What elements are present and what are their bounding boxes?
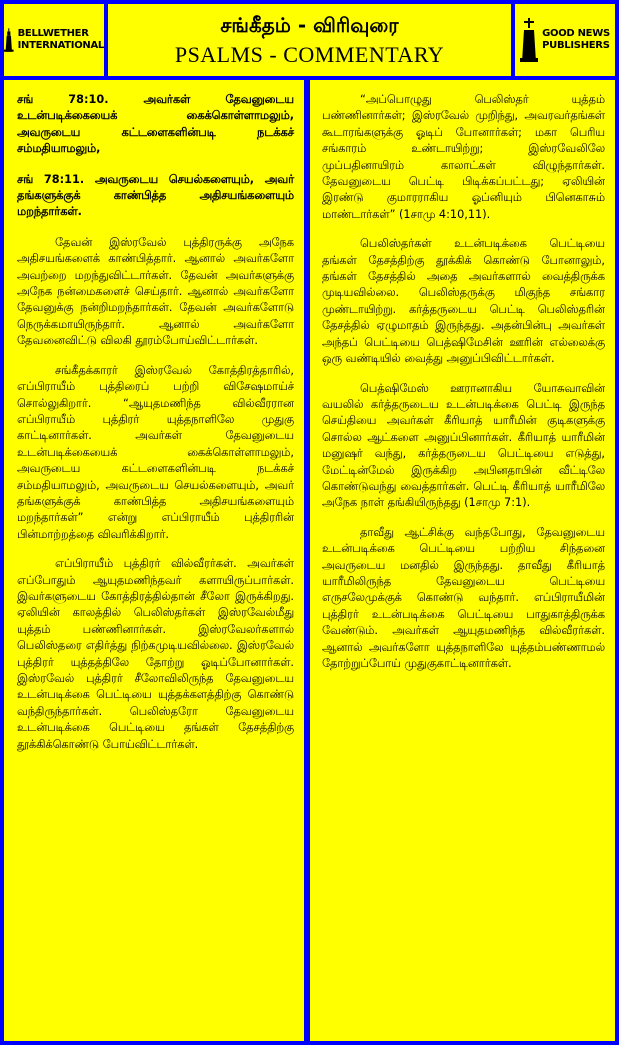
commentary-paragraph: பெலிஸ்தர்கள் உடன்படிக்கை பெட்டியை தங்கள் தேசத்திற்கு தூக்கிக் கொண்டு போனாலும், தங்கள் தேசத்தில் அதை அவர்களால் வைத்திருக்க முடியவில்லை. பெலிஸ்தருக்கு மிகுந்த சங்கார முண்டாயிற்று. கர்த்தருடைய பெட்டி பெலிஸ்தரின் தேசத்தில் ஏழுமாதம் இருந்தது. அதன்பின்பு அவர்கள் அந்தப் பெட்டியை பெத்ஷிமேசின் ஊரின் எல்லைக்கு ஒரு வண்டியில் வைத்து அனுப்பிவிட்டார்கள். — [322, 237, 605, 366]
tower-icon — [4, 18, 14, 62]
left-column — [4, 80, 304, 1041]
header — [4, 4, 615, 76]
commentary-paragraph: தாவீது ஆட்சிக்கு வந்தபோது, தேவனுடைய உடன்படிக்கை பெட்டியை பற்றிய சிந்தனை அவருடைய மனதில் இருந்தது. தாவீது கீரியாத் யாரீமிலிருந்த தேவனுடைய பெட்டியை எருசலேமுக்குக் கொண்டு வந்தார். எப்பிராயீமின் புத்திரர் உடன்படிக்கை பெட்டியை பாதுகாத்திருக்க வேண்டும். அவர்கள் ஆயுதமணிந்த வில்வீரர்கள். ஆனால் அவர்களோ யுத்தநாளிலே யுத்தம்பண்ணாமல் தோற்றுப்போய் முதுகுகாட்டினார்கள். — [322, 525, 605, 670]
commentary-paragraph: “அப்பொழுது பெலிஸ்தர் யுத்தம் பண்ணினார்கள்; இஸ்ரவேல் முறிந்து, அவரவர்தங்கள் கூடாரங்களுக்கு ஓடிப் போனார்கள்; மகா பெரிய சங்காரம் உண்டாயிற்று; இஸ்ரவேலிலே முப்பதினாயிரம் காலாட்கள் விழுந்தார்கள். தேவனுடைய பெட்டி பிடிக்கப்பட்டது; ஏலியின் இரண்டு குமாரராகிய ஓப்னியும் பினெகாசும் மாண்டார்கள்” (1சாமு 4:10,11). — [322, 93, 605, 221]
page-title-tamil: சங்கீதம் - விரிவுரை — [220, 13, 399, 37]
right-logo-line1: GOOD NEWS — [542, 28, 610, 39]
title-box — [108, 4, 511, 76]
bellwether-logo — [4, 4, 104, 76]
verse-78-10: சங் 78:10. அவர்கள் தேவனுடைய உடன்படிக்கையைக் கைக்கொள்ளாமலும், அவருடைய கட்டளைகளின்படி நடக்கச் சம்மதியாமலும், — [17, 93, 294, 156]
right-column — [310, 80, 615, 1041]
page-title-english: PSALMS - COMMENTARY — [174, 42, 445, 67]
commentary-paragraph: பெத்ஷிமேஸ் ஊரானாகிய யோசுவாவின் வயலில் கர்த்தருடைய உடன்படிக்கை பெட்டி இருந்த செய்தியை அவர்கள் கீரியாத் யாரீமின் குடிகளுக்கு சொல்ல ஆட்களை அனுப்பினார்கள். கீரியாத் யாரீமின் மனுஷர் வந்து, கர்த்தருடைய பெட்டியை எடுத்து, மேட்டின்மேல் இருக்கிற அபினதாபின் வீட்டிலே கொண்டுவந்து வைத்தார்கள். பெட்டி கீரியாத் யாரீமிலே அநேக நாள் தங்கியிருந்தது (1சாமு 7:1). — [322, 381, 605, 510]
right-logo-line2: PUBLISHERS — [542, 40, 610, 51]
commentary-paragraph: தேவன் இஸ்ரவேல் புத்திரருக்கு அநேக அதிசயங்களைக் காண்பித்தார். ஆனால் அவர்களோ அவற்றை மறந்துவிட்டார்கள். தேவன் அவர்களுக்கு அநேக நன்மைகளைச் செய்தார். ஆனால் அவர்களோ தேவனுக்கு நன்றிமறந்தார்கள். தேவன் அவர்களோடு நெருக்கமாயிருந்தார். ஆனால் அவர்களோ தேவனைவிட்டு விலகி தூரம்போய்விட்டார்கள். — [17, 235, 294, 348]
verse-78-11: சங் 78:11. அவருடைய செயல்களையும், அவர் தங்களுக்குக் காண்பித்த அதிசயங்களையும் மறந்தார்கள். — [17, 172, 294, 219]
commentary-paragraph: சங்கீதக்காரர் இஸ்ரவேல் கோத்திரத்தாரில், எப்பிராயீம் புத்திரைப் பற்றி விசேஷமாய்ச் சொல்லுகிறார். “ஆயுதமணிந்த வில்வீரரான எப்பிராயீம் புத்திரர் யுத்தநாளிலே முதுகு காட்டினார்கள். அவர்கள் தேவனுடைய உடன்படிக்கையைக் கைக்கொள்ளாமலும், அவருடைய கட்டளைகளின்படி நடக்கச் சம்மதியாமலும், அவருடைய செயல்களையும், அவர் தங்களுக்குக் காண்பித்த அதிசயங்களையும் மறந்தார்கள்” என்று எப்பிராயீம் புத்திரரின் பின்மாற்றத்தை விவரிக்கிறார். — [17, 363, 294, 541]
book-icon — [520, 18, 538, 62]
left-logo-line2: INTERNATIONAL — [17, 40, 104, 51]
left-logo-line1: BELLWETHER — [17, 28, 89, 39]
good-news-logo — [515, 4, 615, 76]
commentary-paragraph: எப்பிராயீம் புத்திரர் வில்வீரர்கள். அவர்கள் எப்போதும் ஆயுதமணிந்தவர் களாயிருப்பார்கள். இவர்களுடைய கோத்திரத்தில்தான் சீலோ இருக்கிறது. ஏலியின் காலத்தில் பெலிஸ்தர்கள் இஸ்ரவேல்மீது யுத்தம் பண்ணினார்கள். இஸ்ரவேலர்களால் பெலிஸ்தரை எதிர்த்து நிற்கமுடியவில்லை. இஸ்ரவேல் புத்திரர் யுத்தத்திலே தோற்று ஓடிப்போனார்கள். இஸ்ரவேல் புத்திரர் சீலோவிலிருந்த தேவனுடைய உடன்படிக்கை பெட்டியை யுத்தக்களத்திற்கு கொண்டு வந்திருந்தார்கள். பெலிஸ்தரோ தேவனுடைய உடன்படிக்கை பெட்டியை தங்கள் தேசத்திற்கு தூக்கிக்கொண்டு போய்விட்டார்கள். — [17, 557, 294, 751]
